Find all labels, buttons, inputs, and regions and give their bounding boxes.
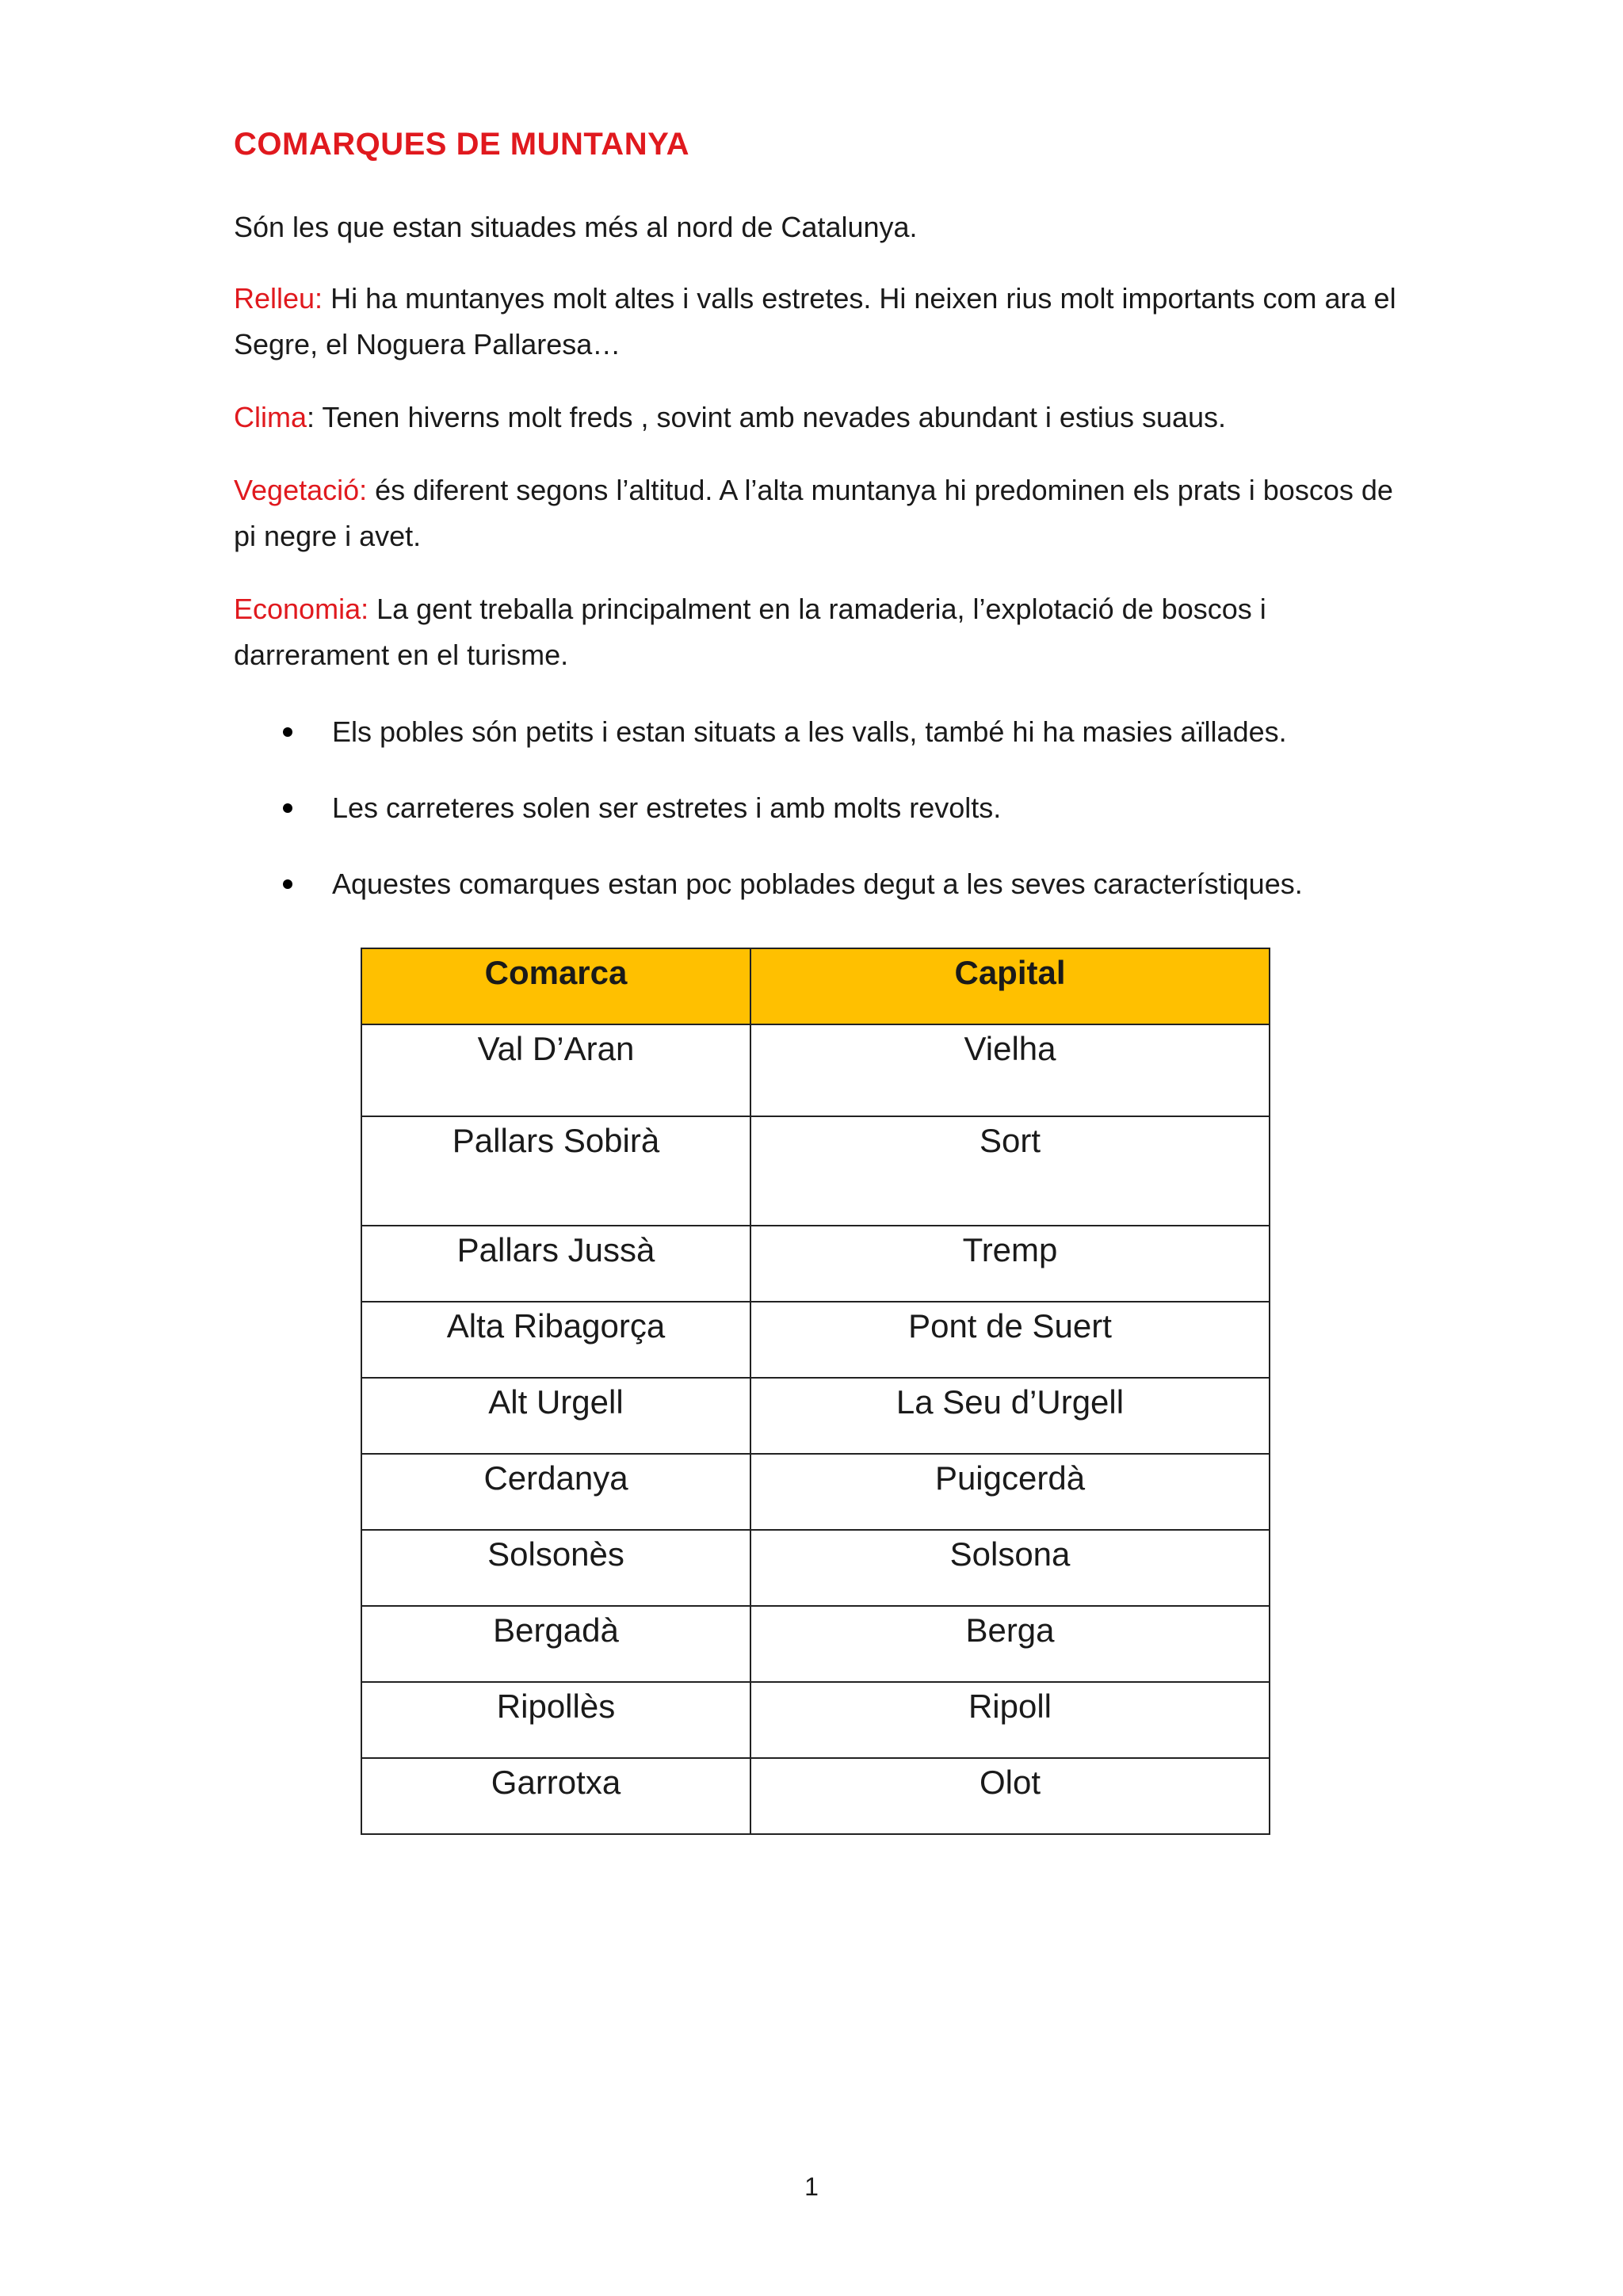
cell-capital: Sort	[750, 1116, 1270, 1226]
section-relleu	[234, 276, 1407, 368]
cell-capital: Pont de Suert	[750, 1302, 1270, 1378]
cell-comarca: Garrotxa	[361, 1758, 750, 1834]
bullet-item	[234, 861, 1423, 907]
table-row	[361, 1530, 1270, 1606]
section-label: Economia:	[234, 593, 369, 625]
page-title: COMARQUES DE MUNTANYA	[234, 127, 689, 162]
bullet-icon	[283, 803, 292, 813]
cell-comarca: Alt Urgell	[361, 1378, 750, 1454]
bullet-text: Els pobles són petits i estan situats a les valls, també hi ha masies aïllades.	[332, 715, 1287, 748]
cell-capital: Olot	[750, 1758, 1270, 1834]
section-vegetacio	[234, 467, 1407, 559]
bullet-icon	[283, 879, 292, 889]
section-label: Vegetació:	[234, 474, 368, 506]
section-text: : Tenen hiverns molt freds , sovint amb nevades abundant i estius suaus.	[307, 401, 1227, 433]
intro-paragraph: Són les que estan situades més al nord de Catalunya.	[234, 211, 918, 243]
bullet-text: Aquestes comarques estan poc poblades degut a les seves característiques.	[332, 868, 1303, 900]
cell-capital: La Seu d’Urgell	[750, 1378, 1270, 1454]
bullet-icon	[283, 727, 292, 737]
comarques-table	[361, 948, 1270, 1835]
section-label: Clima	[234, 401, 307, 433]
table-row	[361, 1758, 1270, 1834]
column-header-capital: Capital	[750, 948, 1270, 1024]
column-header-comarca: Comarca	[361, 948, 750, 1024]
page-number: 1	[804, 2172, 819, 2201]
cell-comarca: Cerdanya	[361, 1454, 750, 1530]
table-row	[361, 1378, 1270, 1454]
cell-comarca: Ripollès	[361, 1682, 750, 1758]
bullet-text: Les carreteres solen ser estretes i amb molts revolts.	[332, 791, 1002, 824]
bullet-item	[234, 709, 1423, 755]
bullet-item	[234, 785, 1423, 831]
cell-capital: Puigcerdà	[750, 1454, 1270, 1530]
section-text: és diferent segons l’altitud. A l’alta muntanya hi predominen els prats i boscos de pi negre i avet.	[234, 474, 1393, 552]
table-row	[361, 1606, 1270, 1682]
section-clima	[234, 395, 1407, 441]
cell-comarca: Pallars Jussà	[361, 1226, 750, 1302]
cell-comarca: Bergadà	[361, 1606, 750, 1682]
section-economia	[234, 586, 1407, 678]
table-row	[361, 1024, 1270, 1116]
cell-comarca: Pallars Sobirà	[361, 1116, 750, 1226]
cell-capital: Tremp	[750, 1226, 1270, 1302]
table-row	[361, 1302, 1270, 1378]
section-text: La gent treballa principalment en la ramaderia, l’explotació de boscos i darrerament en el turisme.	[234, 593, 1266, 671]
cell-capital: Solsona	[750, 1530, 1270, 1606]
bullet-list	[234, 709, 1423, 937]
cell-capital: Berga	[750, 1606, 1270, 1682]
table-row	[361, 1116, 1270, 1226]
cell-capital: Ripoll	[750, 1682, 1270, 1758]
table-row	[361, 1454, 1270, 1530]
section-label: Relleu:	[234, 282, 323, 315]
section-text: Hi ha muntanyes molt altes i valls estretes. Hi neixen rius molt importants com ara el Segre, el Noguera Pallaresa…	[234, 282, 1396, 360]
cell-comarca: Alta Ribagorça	[361, 1302, 750, 1378]
table-row	[361, 1682, 1270, 1758]
table-row	[361, 1226, 1270, 1302]
table-header-row	[361, 948, 1270, 1024]
cell-comarca: Solsonès	[361, 1530, 750, 1606]
cell-capital: Vielha	[750, 1024, 1270, 1116]
cell-comarca: Val D’Aran	[361, 1024, 750, 1116]
